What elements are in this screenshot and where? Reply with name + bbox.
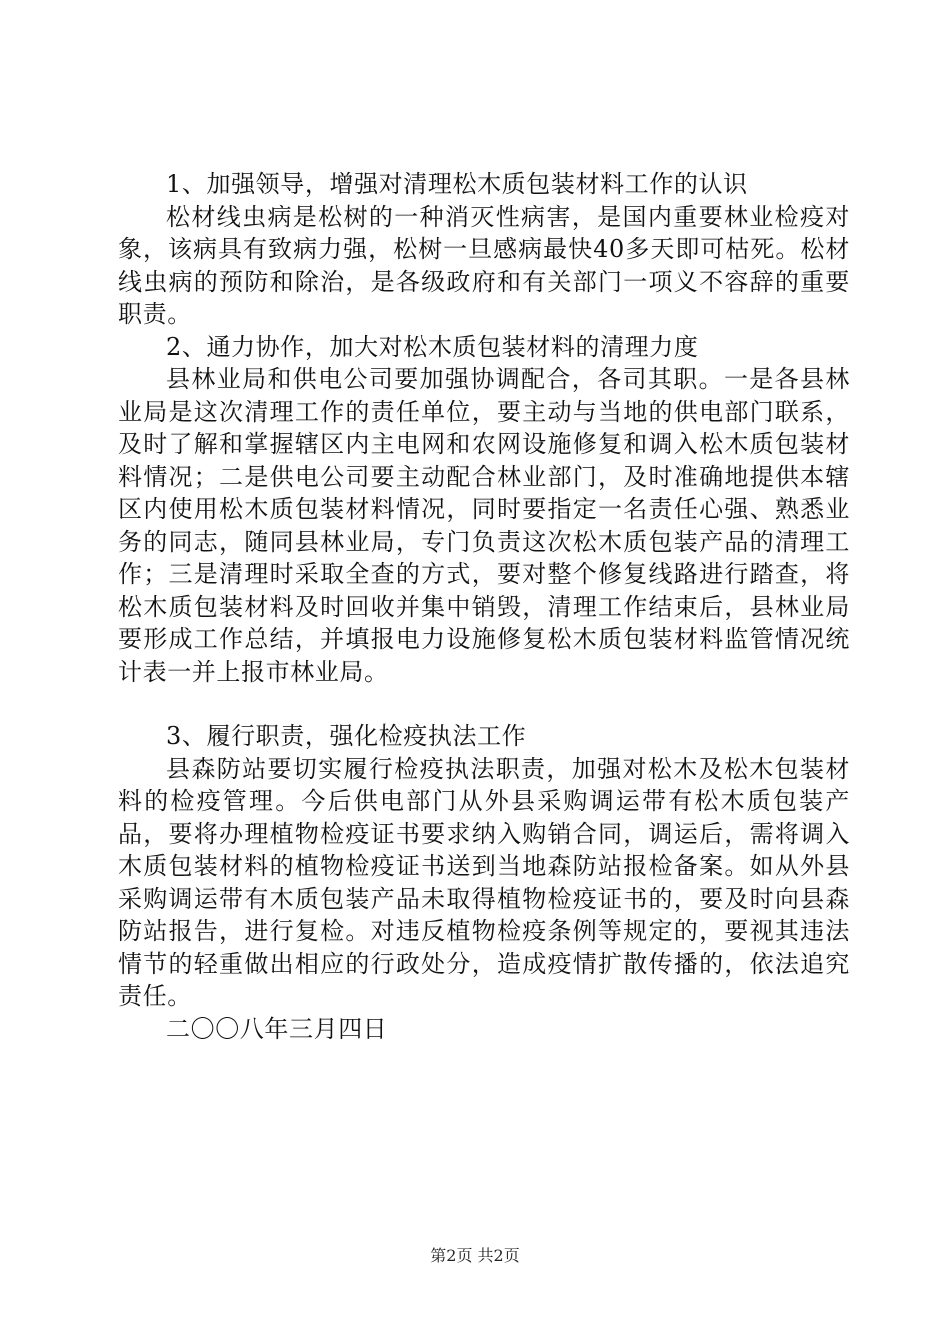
section-1-heading: 1、加强领导，增强对清理松木质包装材料工作的认识 xyxy=(166,170,748,198)
section-3-heading: 3、履行职责，强化检疫执法工作 xyxy=(166,722,527,750)
section-2-body: 县林业局和供电公司要加强协调配合，各司其职。一是各县林业局是这次清理工作的责任单位，要主动与当地的供电部门联系，及时了解和掌握辖区内主电网和农网设施修复和调入松木质包装材料情况；二是供电公司要主动配合林业部门，及时准确地提供本辖区内使用松木质包装材料情况，同时要指定一名责任心强、熟悉业务的同志，随同县林业局，专门负责这次松木质包装产品的清理工作；三是清理时采取全查的方式，要对整个修复线路进行踏查，将松木质包装材料及时回收并集中销毁，清理工作结束后，县林业局要形成工作总结，并填报电力设施修复松木质包装材料监管情况统计表一并上报市林业局。 xyxy=(118,365,850,686)
document-body xyxy=(118,168,850,1045)
section-2-heading: 2、通力协作，加大对松木质包装材料的清理力度 xyxy=(166,332,699,361)
section-gap xyxy=(118,688,850,720)
page-footer: 第2页 共2页 xyxy=(430,1246,520,1265)
section-1-body: 松材线虫病是松树的一种消灭性病害，是国内重要林业检疫对象，该病具有致病力强，松树一旦感病最快40多天即可枯死。松材线虫病的预防和除治，是各级政府和有关部门一项义不容辞的重要职责。 xyxy=(118,202,850,328)
section-3-body: 县森防站要切实履行检疫执法职责，加强对松木及松木包装材料的检疫管理。今后供电部门从外县采购调运带有松木质包装产品，要将办理植物检疫证书要求纳入购销合同，调运后，需将调入木质包装材料的植物检疫证书送到当地森防站报检备案。如从外县采购调运带有木质包装产品未取得植物检疫证书的，要及时向县森防站报告，进行复检。对违反植物检疫条例等规定的，要视其违法情节的轻重做出相应的行政处分，造成疫情扩散传播的，依法追究责任。 xyxy=(118,754,850,1010)
document-date: 二〇〇八年三月四日 xyxy=(166,1014,388,1043)
